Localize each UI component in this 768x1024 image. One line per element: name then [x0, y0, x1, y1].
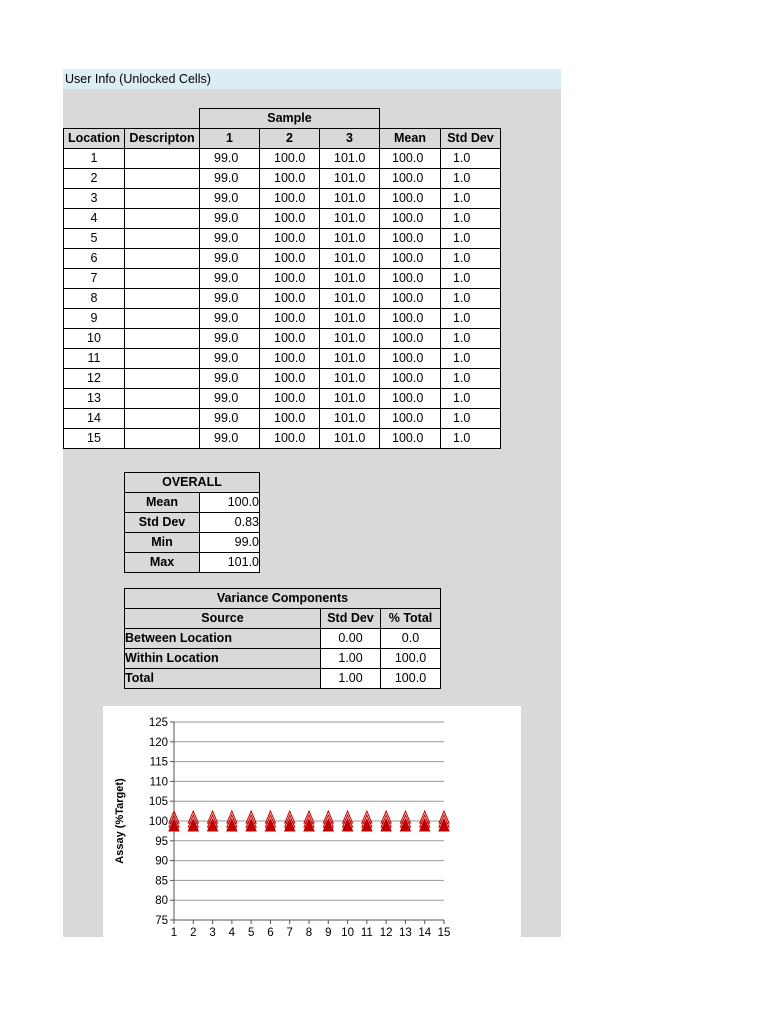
mean-cell: 100.0 [380, 309, 441, 329]
sample-1-cell[interactable]: 99.0 [200, 169, 260, 189]
sample-3-cell[interactable]: 101.0 [320, 169, 380, 189]
sample-2-cell[interactable]: 100.0 [260, 249, 320, 269]
sample-1-cell[interactable]: 99.0 [200, 369, 260, 389]
location-cell: 15 [64, 429, 125, 449]
location-cell: 7 [64, 269, 125, 289]
vc-source: Total [125, 669, 321, 689]
location-cell: 6 [64, 249, 125, 269]
vc-source: Between Location [125, 629, 321, 649]
location-cell: 4 [64, 209, 125, 229]
x-tick-label: 15 [437, 927, 451, 939]
x-tick-label: 7 [286, 927, 293, 939]
table-row [64, 289, 501, 309]
table-row [125, 533, 260, 553]
sample-1-cell[interactable]: 99.0 [200, 309, 260, 329]
sample-3-cell[interactable]: 101.0 [320, 249, 380, 269]
std-dev-cell: 1.0 [441, 189, 501, 209]
x-tick-label: 5 [247, 927, 255, 939]
sample-1-cell[interactable]: 99.0 [200, 189, 260, 209]
vc-col-std-dev: Std Dev [321, 609, 381, 629]
description-cell[interactable] [125, 289, 200, 309]
mean-cell: 100.0 [380, 369, 441, 389]
table-row [64, 149, 501, 169]
vc-source: Within Location [125, 649, 321, 669]
sample-3-cell[interactable]: 101.0 [320, 329, 380, 349]
y-tick-label: 90 [155, 855, 168, 868]
x-tick-label: 14 [418, 927, 432, 939]
x-tick-label: 13 [399, 927, 412, 939]
table-row [64, 189, 501, 209]
location-cell: 13 [64, 389, 125, 409]
x-tick-label: 10 [341, 927, 354, 939]
column-header: Std Dev [441, 129, 501, 149]
column-header: Mean [380, 129, 441, 149]
mean-cell: 100.0 [380, 289, 441, 309]
overall-value: 101.0 [200, 553, 260, 573]
y-tick-label: 80 [155, 895, 168, 908]
sample-3-cell[interactable]: 101.0 [320, 369, 380, 389]
mean-cell: 100.0 [380, 409, 441, 429]
table-row [64, 269, 501, 289]
table-row [125, 649, 441, 669]
sample-3-cell[interactable]: 101.0 [320, 229, 380, 249]
mean-cell: 100.0 [380, 269, 441, 289]
section-title: User Info (Unlocked Cells) [63, 69, 561, 89]
table-row [64, 389, 501, 409]
description-cell[interactable] [125, 209, 200, 229]
column-header: 1 [200, 129, 260, 149]
location-cell: 12 [64, 369, 125, 389]
table-row [64, 209, 501, 229]
variance-components-header: Variance Components [125, 589, 441, 609]
location-cell: 9 [64, 309, 125, 329]
mean-cell: 100.0 [380, 149, 441, 169]
std-dev-cell: 1.0 [441, 149, 501, 169]
mean-cell: 100.0 [380, 189, 441, 209]
variance-components-table [124, 588, 441, 689]
column-header: 2 [260, 129, 320, 149]
y-tick-label: 120 [148, 736, 168, 749]
vc-pct-total: 100.0 [381, 669, 441, 689]
vc-pct-total: 0.0 [381, 629, 441, 649]
description-cell[interactable] [125, 409, 200, 429]
std-dev-cell: 1.0 [441, 429, 501, 449]
table-row [125, 493, 260, 513]
description-cell[interactable] [125, 229, 200, 249]
x-tick-label: 12 [379, 927, 393, 939]
table-row [125, 629, 441, 649]
location-cell: 3 [64, 189, 125, 209]
sample-2-cell[interactable]: 100.0 [260, 169, 320, 189]
mean-cell: 100.0 [380, 229, 441, 249]
table-row [64, 329, 501, 349]
table-row [64, 349, 501, 369]
y-tick-label: 100 [148, 816, 168, 828]
table-row [64, 309, 501, 329]
sample-1-cell[interactable]: 99.0 [200, 409, 260, 429]
std-dev-cell: 1.0 [441, 309, 501, 329]
vc-pct-total: 100.0 [381, 649, 441, 669]
sample-3-cell[interactable]: 101.0 [320, 429, 380, 449]
location-cell: 2 [64, 169, 125, 189]
std-dev-cell: 1.0 [441, 269, 501, 289]
mean-cell: 100.0 [380, 389, 441, 409]
worksheet [63, 69, 561, 937]
location-cell: 1 [64, 149, 125, 169]
table-row [125, 553, 260, 573]
table-row [125, 669, 441, 689]
assay-chart [103, 706, 521, 937]
std-dev-cell: 1.0 [441, 389, 501, 409]
description-cell[interactable] [125, 169, 200, 189]
assay-chart-svg [103, 706, 521, 937]
x-tick-label: 6 [267, 927, 274, 939]
description-cell[interactable] [125, 149, 200, 169]
column-header: Descripton [125, 129, 200, 149]
sample-2-cell[interactable]: 100.0 [260, 409, 320, 429]
y-tick-label: 85 [155, 875, 168, 888]
sample-1-cell[interactable]: 99.0 [200, 289, 260, 309]
y-tick-label: 115 [149, 756, 168, 769]
sample-2-cell[interactable]: 100.0 [260, 349, 320, 369]
sample-2-cell[interactable]: 100.0 [260, 329, 320, 349]
vc-std-dev: 0.00 [321, 629, 381, 649]
table-row [64, 429, 501, 449]
column-header: 3 [320, 129, 380, 149]
sample-2-cell[interactable]: 100.0 [260, 209, 320, 229]
sample-1-cell[interactable]: 99.0 [200, 389, 260, 409]
x-tick-label: 3 [209, 927, 216, 939]
column-header: Location [64, 129, 125, 149]
location-cell: 5 [64, 229, 125, 249]
description-cell[interactable] [125, 329, 200, 349]
description-cell[interactable] [125, 369, 200, 389]
sample-1-cell[interactable]: 99.0 [200, 149, 260, 169]
std-dev-cell: 1.0 [441, 349, 501, 369]
y-tick-label: 125 [148, 717, 168, 729]
sample-1-cell[interactable]: 99.0 [200, 349, 260, 369]
std-dev-cell: 1.0 [441, 209, 501, 229]
sample-1-cell[interactable]: 99.0 [200, 329, 260, 349]
mean-cell: 100.0 [380, 429, 441, 449]
y-tick-label: 110 [149, 776, 168, 789]
overall-label: Max [125, 553, 200, 573]
y-tick-label: 95 [155, 835, 168, 848]
sample-1-cell[interactable]: 99.0 [200, 429, 260, 449]
overall-value: 100.0 [200, 493, 260, 513]
sample-2-cell[interactable]: 100.0 [260, 309, 320, 329]
sample-3-cell[interactable]: 101.0 [320, 389, 380, 409]
table-row [64, 249, 501, 269]
std-dev-cell: 1.0 [441, 329, 501, 349]
description-cell[interactable] [125, 349, 200, 369]
sample-2-cell[interactable]: 100.0 [260, 149, 320, 169]
sample-2-cell[interactable]: 100.0 [260, 369, 320, 389]
table-row [125, 513, 260, 533]
std-dev-cell: 1.0 [441, 409, 501, 429]
vc-col-pct-total: % Total [381, 609, 441, 629]
sample-3-cell[interactable]: 101.0 [320, 289, 380, 309]
mean-cell: 100.0 [380, 329, 441, 349]
mean-cell: 100.0 [380, 169, 441, 189]
overall-summary-table [124, 472, 260, 573]
y-axis-label: Assay (%Target) [114, 778, 126, 864]
std-dev-cell: 1.0 [441, 369, 501, 389]
sample-1-cell[interactable]: 99.0 [200, 209, 260, 229]
mean-cell: 100.0 [380, 349, 441, 369]
std-dev-cell: 1.0 [441, 289, 501, 309]
mean-cell: 100.0 [380, 249, 441, 269]
sample-3-cell[interactable]: 101.0 [320, 309, 380, 329]
sample-3-cell[interactable]: 101.0 [320, 409, 380, 429]
description-cell[interactable] [125, 389, 200, 409]
description-cell[interactable] [125, 269, 200, 289]
sample-2-cell[interactable]: 100.0 [260, 189, 320, 209]
vc-col-source: Source [125, 609, 321, 629]
overall-value: 99.0 [200, 533, 260, 553]
sample-2-cell[interactable]: 100.0 [260, 229, 320, 249]
x-tick-label: 1 [170, 927, 178, 939]
sample-2-cell[interactable]: 100.0 [260, 269, 320, 289]
sample-1-cell[interactable]: 99.0 [200, 249, 260, 269]
location-cell: 14 [64, 409, 125, 429]
sample-3-cell[interactable]: 101.0 [320, 349, 380, 369]
table-row [64, 169, 501, 189]
std-dev-cell: 1.0 [441, 229, 501, 249]
std-dev-cell: 1.0 [441, 249, 501, 269]
x-tick-label: 2 [190, 927, 197, 939]
x-tick-label: 9 [325, 927, 332, 939]
sample-3-cell[interactable]: 101.0 [320, 189, 380, 209]
sample-2-cell[interactable]: 100.0 [260, 429, 320, 449]
description-cell[interactable] [125, 309, 200, 329]
overall-label: Min [125, 533, 200, 553]
table-row [64, 229, 501, 249]
sample-1-cell[interactable]: 99.0 [200, 229, 260, 249]
table-row [64, 409, 501, 429]
overall-value: 0.83 [200, 513, 260, 533]
sample-1-cell[interactable]: 99.0 [200, 269, 260, 289]
description-cell[interactable] [125, 189, 200, 209]
overall-label: Mean [125, 493, 200, 513]
x-tick-label: 8 [305, 927, 313, 939]
mean-cell: 100.0 [380, 209, 441, 229]
std-dev-cell: 1.0 [441, 169, 501, 189]
vc-std-dev: 1.00 [321, 669, 381, 689]
sample-3-cell[interactable]: 101.0 [320, 269, 380, 289]
description-cell[interactable] [125, 429, 200, 449]
x-tick-label: 4 [228, 927, 236, 939]
overall-header: OVERALL [125, 473, 260, 493]
vc-std-dev: 1.00 [321, 649, 381, 669]
location-cell: 11 [64, 349, 125, 369]
sample-2-cell[interactable]: 100.0 [260, 289, 320, 309]
location-cell: 10 [64, 329, 125, 349]
y-tick-label: 105 [148, 796, 168, 809]
location-cell: 8 [64, 289, 125, 309]
y-tick-label: 75 [155, 915, 168, 927]
table-row [64, 369, 501, 389]
description-cell[interactable] [125, 249, 200, 269]
sample-data-table [63, 108, 501, 449]
overall-label: Std Dev [125, 513, 200, 533]
sample-3-cell[interactable]: 101.0 [320, 149, 380, 169]
x-tick-label: 11 [360, 927, 373, 939]
sample-3-cell[interactable]: 101.0 [320, 209, 380, 229]
sample-header: Sample [200, 109, 380, 129]
sample-2-cell[interactable]: 100.0 [260, 389, 320, 409]
